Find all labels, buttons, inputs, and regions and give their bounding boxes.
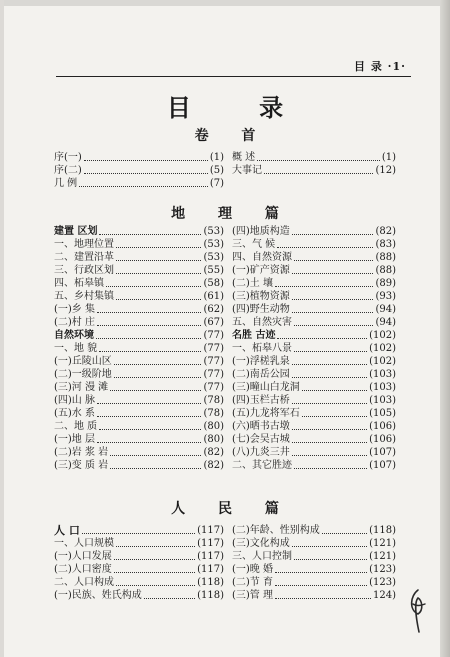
- toc-entry-label: 三、行政区划: [54, 265, 114, 276]
- toc-entry-page: (82): [203, 447, 224, 458]
- toc-entry-page: (78): [203, 408, 224, 419]
- toc-entry-label: (一)乡 集: [54, 304, 95, 315]
- toc-entry: [232, 164, 396, 177]
- toc-entry-page: (80): [203, 434, 224, 445]
- toc-entry-page: (1): [209, 152, 224, 163]
- dot-leader: [110, 390, 201, 391]
- dot-leader: [292, 377, 367, 378]
- toc-entry-page: (118): [369, 525, 396, 536]
- dot-leader: [99, 234, 201, 235]
- dot-leader: [292, 312, 374, 313]
- dot-leader: [116, 273, 201, 274]
- toc-entry-page: (117): [197, 525, 224, 536]
- toc-entry: [54, 420, 224, 433]
- dot-leader: [84, 160, 208, 161]
- dot-leader: [116, 546, 195, 547]
- toc-entry-label: (二)一级阶地: [54, 369, 112, 380]
- toc-entry-page: (103): [369, 395, 396, 406]
- toc-entry-page: (53): [203, 239, 224, 250]
- toc-entry-page: (103): [369, 382, 396, 393]
- toc-entry-label: 一、地理位置: [54, 239, 114, 250]
- toc-entry-label: (一)民族、姓氏构成: [54, 590, 142, 601]
- toc-entry-label: 五、自然灾害: [232, 317, 292, 328]
- toc-entry: [54, 316, 224, 329]
- toc-entry-label: (一)地 层: [54, 434, 95, 445]
- toc-entry-label: (四)野生动物: [232, 304, 290, 315]
- toc-column-right: [232, 151, 396, 177]
- toc-entry-page: (77): [203, 330, 224, 341]
- toc-entry: [54, 381, 224, 394]
- toc-entry-label: (二)节 育: [232, 577, 273, 588]
- dot-leader: [294, 325, 373, 326]
- dot-leader: [292, 364, 367, 365]
- toc-entry: [54, 225, 224, 238]
- toc-entry-page: (107): [369, 447, 396, 458]
- toc-entry-page: (83): [375, 239, 396, 250]
- toc-entry: [232, 264, 396, 277]
- dot-leader: [294, 468, 367, 469]
- dot-leader: [302, 416, 367, 417]
- toc-entry: [232, 407, 396, 420]
- toc-entry-page: (118): [197, 590, 224, 601]
- toc-entry: [54, 277, 224, 290]
- dot-leader: [264, 173, 373, 174]
- toc-entry-page: (102): [369, 356, 396, 367]
- toc-column-right: [232, 225, 396, 472]
- page-title: 目 录: [166, 93, 314, 122]
- toc-entry-label: 概 述: [232, 152, 256, 163]
- toc-entry-label: 人 口: [54, 524, 80, 537]
- toc-entry: [54, 576, 224, 589]
- toc-entry-page: (117): [197, 564, 224, 575]
- toc-entry: [232, 238, 396, 251]
- toc-entry: [54, 164, 224, 177]
- toc-entry: [232, 316, 396, 329]
- toc-entry-label: 五、乡村集镇: [54, 291, 114, 302]
- dot-leader: [294, 559, 367, 560]
- section-title-juanshou: 卷 首: [194, 128, 270, 144]
- toc-entry-page: (58): [203, 278, 224, 289]
- toc-entry-page: (121): [369, 551, 396, 562]
- toc-entry-page: (67): [203, 317, 224, 328]
- dot-leader: [294, 351, 367, 352]
- toc-entry-label: (二)村 庄: [54, 317, 95, 328]
- dot-leader: [275, 598, 371, 599]
- toc-entry: [54, 368, 224, 381]
- toc-entry-page: (106): [369, 421, 396, 432]
- toc-entry: [54, 520, 224, 537]
- toc-entry-label: 二、建置沿革: [54, 252, 114, 263]
- dot-leader: [116, 247, 201, 248]
- toc-entry: [54, 446, 224, 459]
- dot-leader: [114, 364, 202, 365]
- toc-entry: [54, 303, 224, 316]
- toc-column-left: [54, 520, 224, 602]
- toc-entry: [54, 459, 224, 472]
- dot-leader: [110, 455, 201, 456]
- toc-entry: [54, 589, 224, 602]
- dot-leader: [114, 572, 195, 573]
- toc-entry-label: 一、人口规模: [54, 538, 114, 549]
- dot-leader: [294, 260, 373, 261]
- toc-entry-page: (53): [203, 252, 224, 263]
- toc-entry-label: (二)年龄、性别构成: [232, 525, 320, 536]
- toc-entry-page: (61): [203, 291, 224, 302]
- toc-entry-label: 二、其它胜迹: [232, 460, 292, 471]
- toc-entry-label: (七)会吴古城: [232, 434, 290, 445]
- toc-entry: [232, 303, 396, 316]
- toc-entry: [232, 420, 396, 433]
- section-title-dili: 地 理 篇: [171, 206, 293, 222]
- toc-entry-page: (7): [209, 178, 224, 189]
- toc-entry-page: (77): [203, 369, 224, 380]
- toc-entry-label: 四、自然资源: [232, 252, 292, 263]
- toc-entry-label: 建置 区划: [54, 226, 98, 237]
- toc-entry-label: (一)矿产资源: [232, 265, 290, 276]
- scan-edge-top: [0, 0, 450, 6]
- toc-entry: [54, 264, 224, 277]
- toc-entry-page: (77): [203, 382, 224, 393]
- toc-entry-label: (八)九炎三井: [232, 447, 290, 458]
- toc-entry-page: (94): [375, 317, 396, 328]
- dot-leader: [96, 338, 201, 339]
- toc-entry-page: (82): [375, 226, 396, 237]
- toc-entry-label: 名胜 古迹: [232, 330, 276, 341]
- toc-entry-label: (二)人口密度: [54, 564, 112, 575]
- toc-entry: [232, 459, 396, 472]
- dot-leader: [292, 442, 367, 443]
- toc-entry-page: (88): [375, 252, 396, 263]
- dot-leader: [275, 585, 367, 586]
- dot-leader: [292, 455, 367, 456]
- toc-entry-page: (102): [369, 330, 396, 341]
- running-head: 目 录 ·1·: [354, 60, 406, 73]
- toc-entry-label: (五)九龙将军石: [232, 408, 300, 419]
- dot-leader: [275, 286, 373, 287]
- toc-column-left: [54, 225, 224, 472]
- dot-leader: [99, 429, 201, 430]
- dot-leader: [292, 429, 367, 430]
- toc-entry-label: (三)变 质 岩: [54, 460, 109, 471]
- dot-leader: [322, 533, 367, 534]
- toc-entry-label: (六)晒书古墩: [232, 421, 290, 432]
- toc-entry: [54, 407, 224, 420]
- toc-column-right: [232, 524, 396, 602]
- dot-leader: [97, 442, 201, 443]
- handwritten-mark: [406, 588, 430, 634]
- toc-entry-page: 124): [373, 590, 396, 601]
- toc-entry: [232, 277, 396, 290]
- toc-entry: [232, 381, 396, 394]
- toc-entry-page: (77): [203, 343, 224, 354]
- toc-entry-label: (一)晚 婚: [232, 564, 273, 575]
- toc-entry-label: 三、人口控制: [232, 551, 292, 562]
- dot-leader: [292, 234, 374, 235]
- toc-entry: [54, 550, 224, 563]
- dot-leader: [97, 403, 201, 404]
- toc-entry-page: (94): [375, 304, 396, 315]
- dot-leader: [97, 325, 201, 326]
- dot-leader: [116, 299, 201, 300]
- toc-entry-page: (55): [203, 265, 224, 276]
- toc-entry: [232, 433, 396, 446]
- toc-entry-label: (三)植物资源: [232, 291, 290, 302]
- toc-entry-page: (80): [203, 421, 224, 432]
- toc-entry: [54, 238, 224, 251]
- toc-entry: [232, 368, 396, 381]
- dot-leader: [275, 572, 367, 573]
- dot-leader: [302, 390, 367, 391]
- dot-leader: [277, 338, 367, 339]
- toc-entry-label: (一)人口发展: [54, 551, 112, 562]
- dot-leader: [116, 585, 195, 586]
- dot-leader: [99, 351, 201, 352]
- toc-entry: [54, 433, 224, 446]
- toc-entry: [232, 290, 396, 303]
- toc-entry: [232, 151, 396, 164]
- toc-entry-label: (三)河 漫 滩: [54, 382, 109, 393]
- dot-leader: [144, 598, 195, 599]
- toc-entry-label: 三、气 候: [232, 239, 276, 250]
- toc-entry-page: (121): [369, 538, 396, 549]
- toc-column-left: [54, 151, 224, 190]
- toc-entry: [54, 537, 224, 550]
- dot-leader: [116, 260, 201, 261]
- toc-entry-page: (106): [369, 434, 396, 445]
- dot-leader: [106, 286, 201, 287]
- dot-leader: [79, 186, 208, 187]
- toc-entry-label: (三)管 理: [232, 590, 273, 601]
- toc-entry-page: (123): [369, 564, 396, 575]
- toc-entry: [232, 225, 396, 238]
- dot-leader: [257, 160, 380, 161]
- toc-entry-page: (89): [375, 278, 396, 289]
- toc-entry-label: (四)玉栏古桥: [232, 395, 290, 406]
- toc-entry: [232, 550, 396, 563]
- header-rule: [56, 76, 411, 77]
- dot-leader: [277, 247, 373, 248]
- toc-entry-label: 二、地 质: [54, 421, 98, 432]
- toc-entry: [54, 251, 224, 264]
- toc-entry: [232, 342, 396, 355]
- dot-leader: [97, 312, 201, 313]
- dot-leader: [292, 403, 367, 404]
- toc-entry-label: (一)浮槎乳泉: [232, 356, 290, 367]
- toc-entry-page: (53): [203, 226, 224, 237]
- toc-entry-label: 序(二): [54, 165, 82, 176]
- toc-entry: [232, 394, 396, 407]
- toc-entry-label: 四、柘皋镇: [54, 278, 104, 289]
- dot-leader: [110, 468, 201, 469]
- toc-entry-page: (82): [203, 460, 224, 471]
- toc-entry: [232, 537, 396, 550]
- toc-entry: [54, 151, 224, 164]
- toc-entry-label: (三)疃山白龙洞: [232, 382, 300, 393]
- dot-leader: [292, 299, 374, 300]
- toc-entry-page: (117): [197, 551, 224, 562]
- toc-entry-label: (二)南岳公园: [232, 369, 290, 380]
- toc-entry: [232, 329, 396, 342]
- dot-leader: [292, 546, 367, 547]
- section-title-renmin: 人 民 篇: [171, 501, 293, 517]
- toc-entry-page: (103): [369, 369, 396, 380]
- toc-entry-page: (12): [375, 165, 396, 176]
- toc-entry-page: (118): [197, 577, 224, 588]
- toc-entry: [54, 329, 224, 342]
- toc-entry-label: 二、人口构成: [54, 577, 114, 588]
- toc-entry-label: (二)土 壤: [232, 278, 273, 289]
- toc-entry-page: (1): [381, 152, 396, 163]
- toc-entry-label: (一)丘陵山区: [54, 356, 112, 367]
- dot-leader: [84, 173, 208, 174]
- toc-entry-label: (三)文化构成: [232, 538, 290, 549]
- toc-entry-page: (88): [375, 265, 396, 276]
- toc-entry-page: (105): [369, 408, 396, 419]
- toc-entry: [54, 290, 224, 303]
- toc-entry: [232, 446, 396, 459]
- toc-entry-page: (102): [369, 343, 396, 354]
- toc-entry: [54, 394, 224, 407]
- toc-entry-label: (四)地质构造: [232, 226, 290, 237]
- toc-entry-page: (77): [203, 356, 224, 367]
- toc-entry: [54, 355, 224, 368]
- toc-entry-label: 一、地 貌: [54, 343, 98, 354]
- toc-entry: [232, 563, 396, 576]
- toc-entry: [54, 177, 224, 190]
- toc-entry: [232, 355, 396, 368]
- toc-entry-label: (五)水 系: [54, 408, 95, 419]
- dot-leader: [97, 416, 201, 417]
- toc-entry-page: (5): [209, 165, 224, 176]
- toc-entry-page: (78): [203, 395, 224, 406]
- toc-entry-page: (123): [369, 577, 396, 588]
- toc-entry-label: 序(一): [54, 152, 82, 163]
- toc-entry-page: (93): [375, 291, 396, 302]
- toc-entry-label: 几 例: [54, 178, 78, 189]
- dot-leader: [82, 533, 195, 534]
- toc-entry-label: 一、柘皋八景: [232, 343, 292, 354]
- toc-entry-page: (117): [197, 538, 224, 549]
- toc-entry-label: 自然环境: [54, 330, 94, 341]
- toc-entry-label: 大事记: [232, 165, 262, 176]
- toc-entry-page: (62): [203, 304, 224, 315]
- toc-entry: [54, 342, 224, 355]
- toc-entry: [232, 589, 396, 602]
- dot-leader: [114, 377, 202, 378]
- toc-entry-label: (四)山 脉: [54, 395, 95, 406]
- toc-entry: [232, 576, 396, 589]
- dot-leader: [292, 273, 374, 274]
- toc-entry: [54, 563, 224, 576]
- toc-entry-page: (107): [369, 460, 396, 471]
- toc-entry-label: (二)岩 浆 岩: [54, 447, 109, 458]
- toc-entry: [232, 251, 396, 264]
- toc-entry: [232, 524, 396, 537]
- dot-leader: [114, 559, 195, 560]
